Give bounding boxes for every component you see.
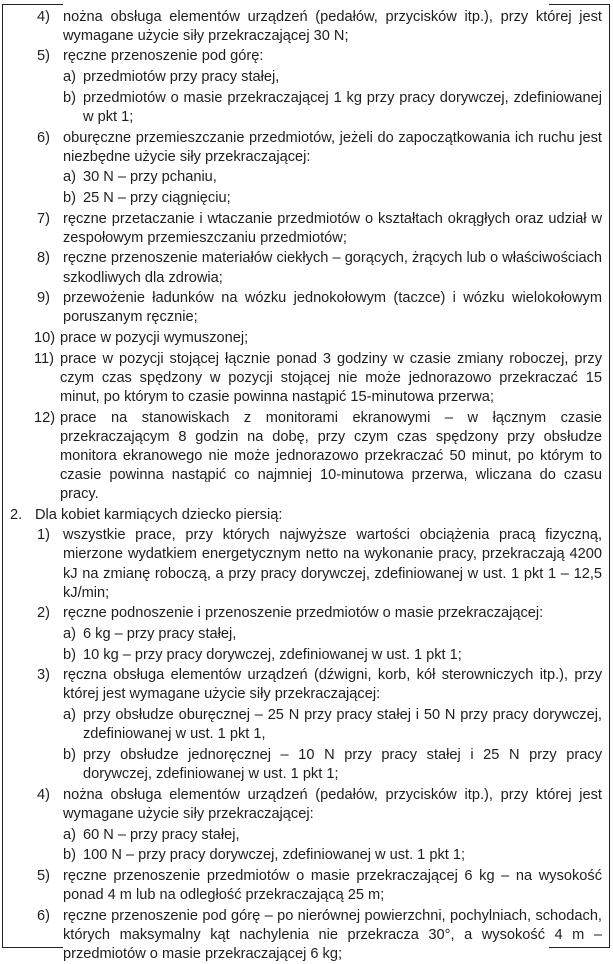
item-text: wszystkie prace, przy których najwyższe wartości obciążenia pracą fizyczną, mierzone wydatkiem energetycznym netto na wykonanie pracy, przekraczają 4200 kJ na zmianę roboczą, a przy pracy dorywczej, zdefiniowanej w ust. 1 pkt 1 – 12,5 kJ/min; [63,527,602,601]
sub-list-item [0,826,613,845]
sub-item-letter: b) [63,646,76,663]
sub-item-letter: b) [63,847,76,864]
item-text: przewożenie ładunków na wózku jednokołowym (taczce) i wózku wielokołowym poruszanym ręcznie; [63,290,602,326]
sub-item-text: przedmiotów przy pracy stałej, [83,69,280,86]
item-text: ręczne podnoszenie i przenoszenie przedmiotów o masie przekraczającej: [63,605,544,622]
sub-list-item [0,646,613,665]
item-number: 4) [37,8,50,25]
item-number: 4) [37,786,50,803]
item-number: 7) [37,210,50,227]
sub-list-item [0,846,613,865]
list-item [0,210,613,248]
item-number: 6) [37,907,50,924]
sub-item-text: przy obsłudze oburęcznej – 25 N przy pracy stałej i 50 N przy pracy dorywczej, zdefiniowanej w ust. 1 pkt 1, [83,707,602,743]
sub-item-letter: a) [63,69,76,86]
list-item [0,867,613,905]
sub-item-text: przedmiotów o masie przekraczającej 1 kg przy pracy dorywczej, zdefiniowanej w pkt 1; [83,89,602,125]
item-text: ręczne przenoszenie materiałów ciekłych – gorących, żrących lub o właściwościach szkodliwych dla zdrowia; [63,250,602,286]
list-item [0,8,613,46]
item-text: prace na stanowiskach z monitorami ekranowymi – w łącznym czasie przekraczającym 8 godzin na dobę, przy czym czas spędzony przy obsłudze monitora ekranowego nie może jednorazowo przekraczać 50 minut, po którym to czasie powinna nastąpić co najmniej 10-minutowa przerwa, wliczana do czasu pracy. [60,409,602,502]
frame-border-top-left [2,4,63,5]
item-number: 1) [37,527,50,544]
item-text: ręczne przenoszenie przedmiotów o masie przekraczającej 6 kg – na wysokość ponad 4 m lub na odległość przekraczającą 25 m; [63,867,602,903]
sub-item-letter: a) [63,826,76,843]
sub-list-item [0,706,613,744]
list-item [0,526,613,602]
sub-item-text: 10 kg – przy pracy dorywczej, zdefiniowanej w ust. 1 pkt 1; [83,646,462,663]
sub-list-item [0,168,613,187]
sub-item-letter: b) [63,190,76,206]
sub-item-letter: b) [63,89,76,106]
sub-item-text: 60 N – przy pracy stałej, [83,826,240,843]
sub-item-letter: a) [63,169,76,186]
item-number: 9) [37,290,50,307]
sub-item-text: 100 N – przy pracy dorywczej, zdefiniowanej w ust. 1 pkt 1; [83,847,466,864]
sub-item-letter: a) [63,707,76,724]
sub-item-letter: b) [63,746,76,763]
list-item [0,604,613,623]
sub-list-item [0,625,613,644]
item-text: nożna obsługa elementów urządzeń (pedałów, przycisków itp.), przy której jest wymagane użycie siły przekraczającej 30 N; [63,8,602,44]
item-number: 5) [37,867,50,884]
list-item [0,249,613,287]
sub-list-item [0,89,613,127]
item-number: 10) [34,330,56,347]
sub-item-text: 30 N – przy pchaniu, [83,169,217,186]
list-item [0,350,613,407]
list-item [0,786,613,824]
sub-item-text: przy obsłudze jednoręcznej – 10 N przy pracy stałej i 25 N przy pracy dorywczej, zdefiniowanej w ust. 1 pkt 1; [83,746,602,783]
section-heading [0,506,613,525]
sub-list-item [0,68,613,87]
sub-item-letter: a) [63,626,76,642]
item-text: oburęczne przemieszczanie przedmiotów, jeżeli do zapoczątkowania ich ruchu jest niezbędne użycie siły przekraczającej: [63,129,602,165]
sub-item-text: 25 N – przy ciągnięciu; [83,190,231,206]
sub-list-item [0,746,613,784]
item-number: 3) [37,667,50,684]
item-text: nożna obsługa elementów urządzeń (pedałów, przycisków itp.), przy której jest wymagane użycie siły przekraczającej: [63,786,602,822]
list-item [0,47,613,66]
item-text: ręczne przenoszenie pod górę: [63,48,264,65]
list-item [0,907,613,964]
item-text: ręczne przenoszenie pod górę – po nierównej powierzchni, pochylniach, schodach, których maksymalny kąt nachylenia nie przekracza 30°, a wysokość 4 m – przedmiotów o masie przekraczającej 6 kg; [63,907,602,962]
item-number: 6) [37,129,50,146]
item-text: prace w pozycji stojącej łącznie ponad 3 godziny w czasie zmiany roboczej, przy czym czas spędzony w pozycji stojącej nie może jednorazowo przekraczać 15 minut, po którym to czasie powinna nastąpić 15-minutowa przerwa; [60,350,602,405]
list-item [0,289,613,327]
list-item [0,129,613,167]
item-text: prace w pozycji wymuszonej; [60,330,249,347]
item-number: 11) [34,350,55,367]
document-content [0,6,613,964]
section-number: 2. [10,506,23,523]
list-item [0,409,613,504]
list-item [0,329,613,348]
sub-list-item [0,189,613,208]
item-number: 8) [37,250,50,267]
item-number: 5) [37,48,50,65]
list-item [0,666,613,704]
sub-item-text: 6 kg – przy pracy stałej, [83,626,237,642]
section-title: Dla kobiet karmiących dziecko piersią: [35,506,283,523]
frame-border-top-right [549,4,610,5]
item-text: ręczna obsługa elementów urządzeń (dźwigni, korb, kół sterowniczych itp.), przy której jest wymagane użycie siły przekraczającej: [63,667,602,703]
item-number: 2) [37,605,50,622]
item-number: 12) [34,409,56,426]
item-text: ręczne przetaczanie i wtaczanie przedmiotów o kształtach okrągłych oraz udział w zespołowym przemieszczaniu przedmiotów; [63,210,602,246]
